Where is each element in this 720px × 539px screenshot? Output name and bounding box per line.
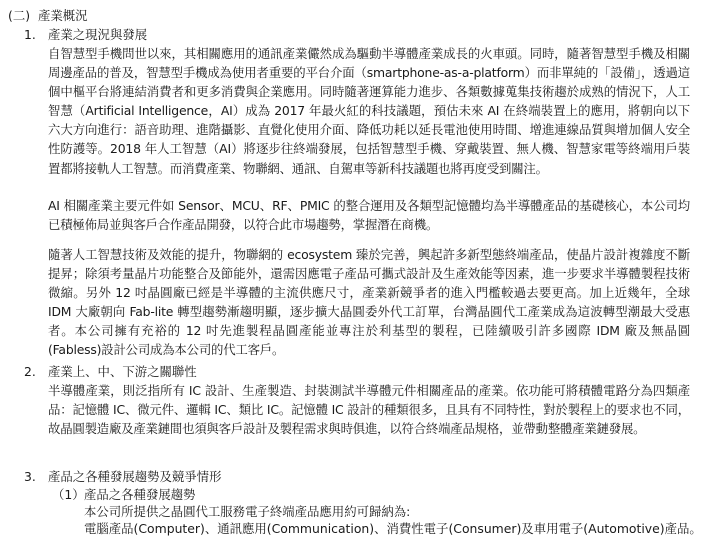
item-2-number: 2. (24, 364, 36, 379)
item-1-number: 1. (24, 27, 36, 42)
section-number: (二) (8, 8, 31, 23)
section-title: 產業概況 (38, 8, 88, 23)
item-1-paragraph-3: 隨著人工智慧技術及效能的提升，物聯網的 ecosystem 臻於完善，興起許多新型態終端產品，使晶片設計複雜度不斷提昇；除須考量晶片功能整合及節能外，還需因應電子產品可攜式設計及生產效能等因素，進一步要求半導體製程技術微縮。另外 12 吋晶圓廠已經是半導體的主流供應尺寸，產業新競爭者的進入門檻較過去要更高。加上近幾年，全球 IDM 大廠朝向 Fab-lite 轉型趨勢漸趨明顯，逐步擴大晶圓委外代工訂單，台灣晶圓代工產業成為這波轉型潮最大受惠者。本公司擁有充裕的 12 吋先進製程晶圓產能並專注於利基型的製程，已陸續吸引許多國際 IDM 廠及無晶圓(Fabless)設計公司成為本公司的代工客戶。 (48, 247, 690, 358)
item-3-number: 3. (24, 469, 36, 484)
item-1-title: 產業之現況與發展 (48, 27, 148, 42)
subitem-text-1: 本公司所提供之晶圓代工服務電子終端產品應用約可歸納為: (84, 504, 411, 519)
item-1-paragraph-1: 自智慧型手機問世以來，其相關應用的通訊產業儼然成為驅動半導體產業成長的火車頭。同時，隨著智慧型手機及相關周邊產品的普及，智慧型手機成為使用者重要的平台介面（smartphone-as-a-platform）而非單純的「設備」，透過這個中樞平台將連結消費者和更多消費與企業應用。同時隨著運算能力進步、各類數據蒐集技術趨於成熟的情況下，人工智慧（Artificial Intelligence，AI）成為 2017 年最火紅的科技議題，預估未來 AI 在終端裝置上的應用，將朝向以下六大方向進行：語音助理、進階攝影、直覺化使用介面、降低功耗以延長電池使用時間、增進連線品質與增加個人安全性防護等。2018 年人工智慧（AI）將逐步往終端發展，包括智慧型手機、穿戴裝置、無人機、智慧家電等終端用戶裝置都將接軌人工智慧。而消費產業、物聯網、通訊、自駕車等新科技議題也將再度受到關注。 (48, 46, 690, 176)
item-2-paragraph-1: 半導體產業，則泛指所有 IC 設計、生產製造、封裝測試半導體元件相關產品的產業。依功能可將積體電路分為四類產品：記憶體 IC、微元件、邏輯 IC、類比 IC。記憶體 IC 設計的種類很多，且具有不同特性，對於製程上的要求也不同，故晶圓製造廠及產業鏈間也須與客戶設計及製程需求與時俱進，以符合終端產品規格，並帶動整體產業鏈發展。 (48, 383, 690, 437)
item-2-title: 產業上、中、下游之關聯性 (48, 364, 197, 379)
subitem-title: 產品之各種發展趨勢 (84, 487, 196, 502)
item-3-title: 產品之各種發展趨勢及競爭情形 (48, 469, 222, 484)
subitem-text-2: 電腦產品(Computer)、通訊應用(Communication)、消費性電子(Consumer)及車用電子(Automotive)產品。 (84, 521, 702, 536)
item-1-paragraph-2: AI 相關產業主要元件如 Sensor、MCU、RF、PMIC 的整合運用及各類型記憶體均為半導體產品的基礎核心，本公司均已積極佈局並與客戶合作產品開發，以符合此市場趨勢，掌握潛在商機。 (48, 198, 690, 233)
subitem-number: （1） (52, 487, 85, 502)
